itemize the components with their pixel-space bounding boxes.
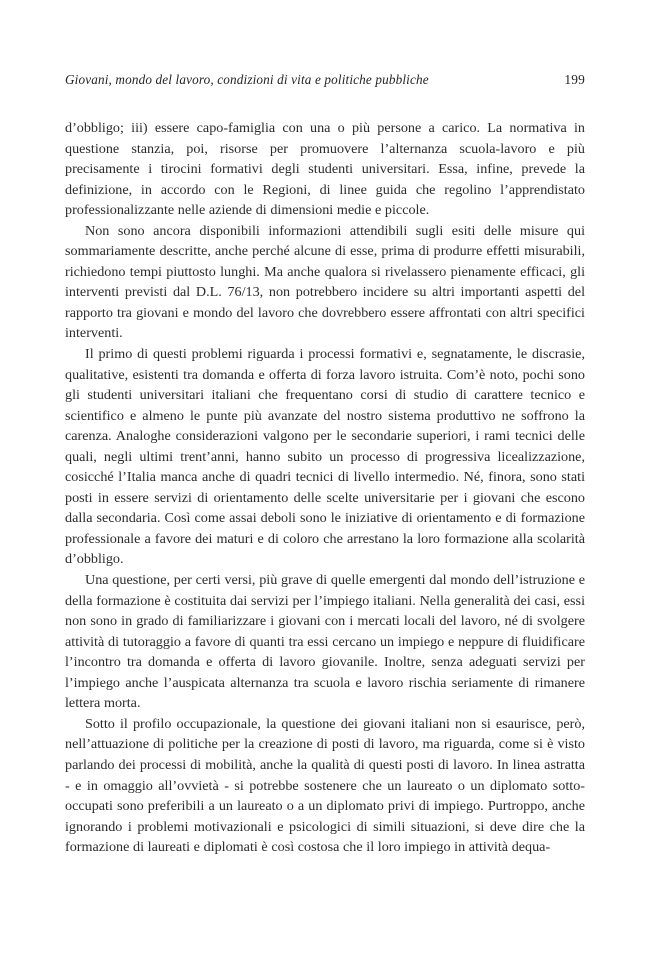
paragraph-2: Non sono ancora disponibili informazioni attendibili sugli esiti delle misure qui sommariamente descritte, anche perché alcune di esse, prima di produrre effetti misurabili, richiedono tempi piuttosto lunghi. Ma anche qualora si rivelassero pienamente efficaci, gli interventi previsti dal D.L. 76/13, non potrebbero incidere su altri importanti aspetti del rapporto tra giovani e mondo del lavoro che dovrebbero essere affrontati con altri specifici interventi.: [65, 222, 585, 342]
running-head-title: Giovani, mondo del lavoro, condizioni di vita e politiche pubbliche: [65, 72, 429, 87]
paragraph-4: Una questione, per certi versi, più grave di quelle emergenti dal mondo dell’istruzione e della formazione è costituita dai servizi per l’impiego italiani. Nella generalità dei casi, essi non sono in grado di familiarizzare i giovani con i mercati locali del lavoro, né di svolgere attività di tutoraggio a favore di quanti tra essi cercano un impiego e neppure di fluidificare l’incontro tra domanda e offerta di lavoro giovanile. Inoltre, senza adeguati servizi per l’impiego anche l’auspicata alternanza tra scuola e lavoro rischia seriamente di rimanere lettera morta.: [65, 572, 585, 712]
paragraph-3: Il primo di questi problemi riguarda i processi formativi e, segnatamente, le discrasie, qualitative, esistenti tra domanda e offerta di forza lavoro istruita. Com’è noto, pochi sono gli studenti universitari italiani che frequentano corsi di studio di carattere tecnico e scientifico e almeno le punte più avanzate del nostro sistema produttivo ne soffrono la carenza. Analoghe considerazioni valgono per le secondarie superiori, i rami tecnici delle quali, negli ultimi trent’anni, hanno subito un processo di progressiva licealizzazione, cosicché l’Italia manca anche di quadri tecnici di livello intermedio. Né, finora, sono stati posti in essere servizi di orientamento delle scelte universitarie per i giovani che escono dalla secondaria. Così come assai deboli sono le iniziative di orientamento e di formazione professionale a favore dei maturi e di coloro che arrestano la loro formazione alla scolarità d’obbligo.: [65, 346, 585, 568]
page-number: 199: [564, 72, 585, 87]
running-head: [65, 72, 585, 92]
paragraph-5: Sotto il profilo occupazionale, la questione dei giovani italiani non si esaurisce, però, nell’attuazione di politiche per la creazione di posti di lavoro, ma riguarda, come si è visto parlando dei processi di mobilità, anche la qualità di questi posti di lavoro. In linea astratta - e in omaggio all’ovvietà - si potrebbe sostenere che un laureato o un diplomato sotto-occupati sono preferibili a un laureato o a un diplomato privi di impiego. Purtroppo, anche ignorando i problemi motivazionali e psicologici di simili situazioni, si deve dire che la formazione di laureati e diplomati è così costosa che il loro impiego in attività dequa-: [65, 715, 585, 856]
paragraph-1: d’obbligo; iii) essere capo-famiglia con una o più persone a carico. La normativa in questione stanzia, poi, risorse per promuovere l’alternanza scuola-lavoro e più precisamente i tirocini formativi degli studenti universitari. Essa, infine, prevede la definizione, in accordo con le Regioni, di linee guida che regolino l’apprendistato professionalizzante nelle aziende di dimensioni medie e piccole.: [65, 120, 585, 219]
body-text-block: [65, 118, 585, 858]
